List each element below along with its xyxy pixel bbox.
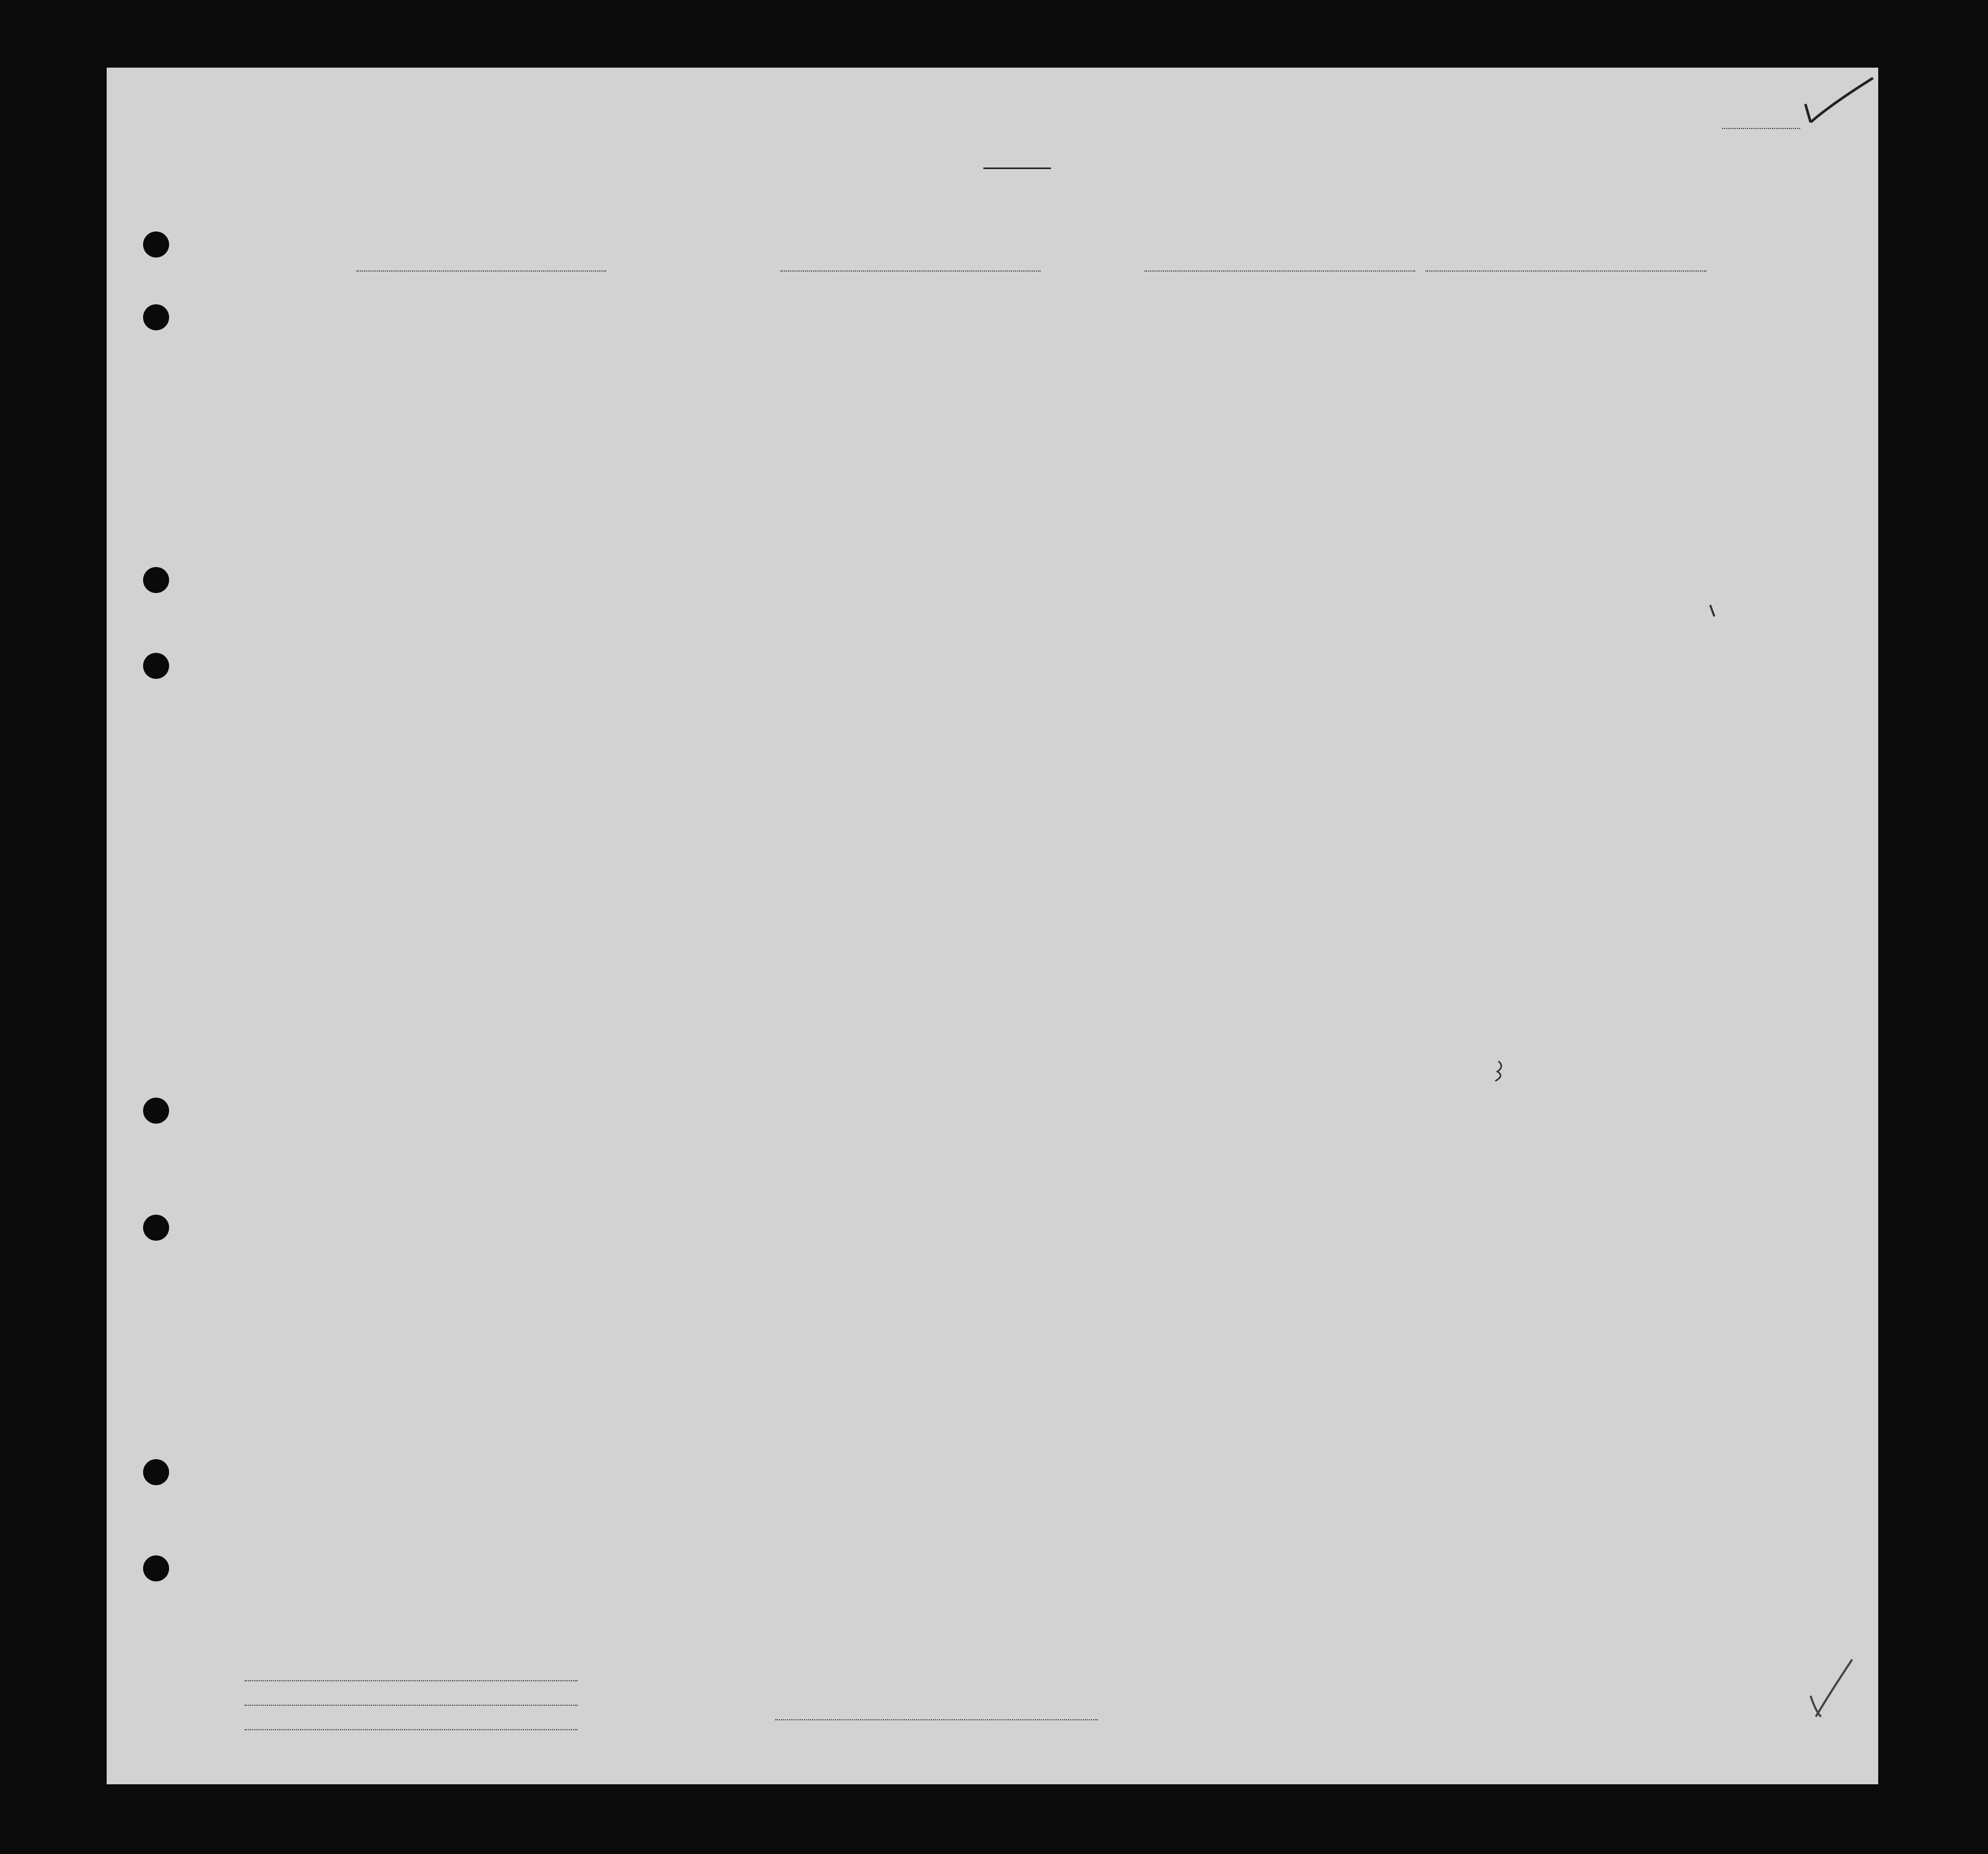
owners-underline <box>245 1705 578 1706</box>
agents-underline <box>245 1729 578 1730</box>
signature-underline <box>775 1719 1098 1720</box>
line-underline <box>245 1680 578 1681</box>
